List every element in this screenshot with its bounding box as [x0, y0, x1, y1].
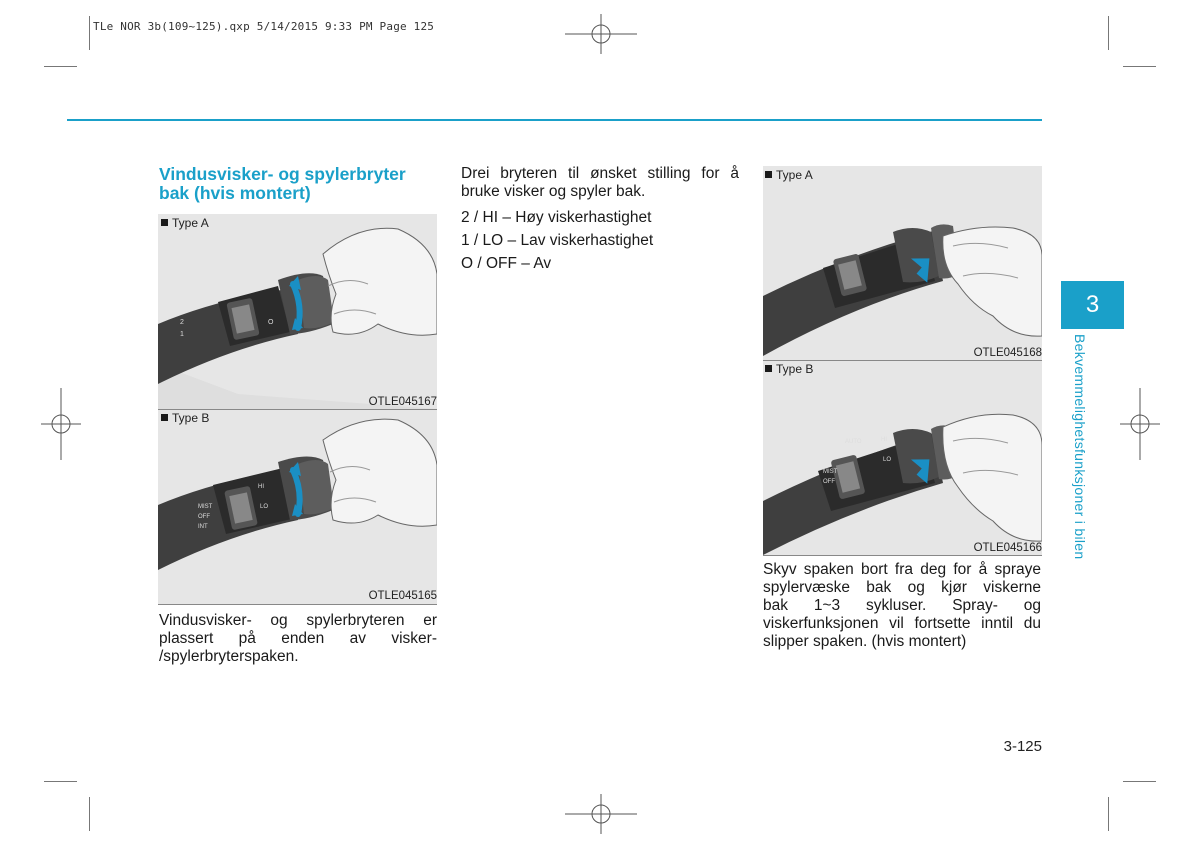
crop-mark [44, 66, 77, 67]
wiper-stalk-illustration [158, 214, 437, 409]
figure-label-text: Type B [776, 362, 814, 376]
print-slug: TLe NOR 3b(109~125).qxp 5/14/2015 9:33 PM Page 125 [93, 20, 435, 33]
svg-text:OFF: OFF [198, 514, 210, 520]
figure-label-text: Type A [172, 216, 209, 230]
chapter-title: Bekvemmelighetsfunksjoner i bilen [1072, 334, 1088, 560]
left-paragraph [159, 612, 437, 648]
figure-code: OTLE045167 [368, 396, 437, 408]
crop-mark [1108, 16, 1109, 50]
crop-mark [1108, 797, 1109, 831]
figure-code: OTLE045165 [368, 590, 437, 602]
section-heading-line: Vindusvisker- og spylerbryter [159, 164, 406, 184]
figure-label-text: Type A [776, 168, 813, 182]
svg-text:O: O [268, 319, 274, 326]
figure-wiper-switch-type-b [158, 410, 437, 604]
svg-text:AUTO: AUTO [845, 439, 862, 445]
text-line: spylervæske bak og kjør viskerne [763, 579, 1041, 596]
figure-washer-push-type-b [763, 361, 1042, 555]
figure-label [765, 362, 813, 376]
figure-label-text: Type B [172, 411, 210, 425]
figure-label [161, 411, 209, 425]
registration-mark-icon [565, 794, 637, 834]
wiper-stalk-push-illustration [763, 166, 1042, 360]
svg-text:MIST: MIST [198, 504, 213, 510]
svg-text:HI: HI [258, 484, 264, 490]
svg-text:LO: LO [883, 457, 892, 463]
text-line: bak 1~3 sykluser. Spray- og [763, 597, 1041, 614]
wiper-stalk-push-illustration [763, 361, 1042, 555]
text-line: Skyv spaken bort fra deg for å spraye [763, 561, 1041, 578]
svg-text:MIST: MIST [823, 469, 838, 475]
text-line: viskerfunksjonen vil fortsette inntil du [763, 615, 1041, 632]
figure-code: OTLE045168 [973, 347, 1042, 359]
chapter-number-tab: 3 [1061, 281, 1124, 329]
figure-wiper-switch-type-a [158, 214, 437, 409]
header-rule [67, 119, 1042, 121]
text-line: bruke visker og spyler bak. [461, 183, 646, 200]
crop-mark [44, 781, 77, 782]
svg-text:INT: INT [198, 524, 208, 530]
registration-mark-icon [41, 388, 81, 460]
crop-mark [89, 16, 90, 50]
registration-mark-icon [1120, 388, 1160, 460]
wiper-stalk-illustration [158, 410, 437, 604]
left-paragraph-end [159, 648, 437, 666]
text-line: /spylerbryterspaken. [159, 648, 299, 665]
svg-text:2: 2 [180, 319, 184, 326]
right-paragraph-end [763, 633, 1041, 651]
page-number: 3-125 [1003, 738, 1042, 755]
wiper-speed-list [461, 206, 739, 275]
figure-washer-push-type-a [763, 166, 1042, 360]
svg-text:1: 1 [180, 331, 184, 338]
section-heading [159, 165, 439, 203]
svg-text:HI: HI [881, 437, 887, 443]
list-item: O / OFF – Av [461, 255, 552, 272]
middle-intro-end [461, 183, 739, 201]
text-line: Vindusvisker- og spylerbryteren er [159, 612, 437, 629]
text-line: plassert på enden av visker- [159, 630, 437, 647]
middle-intro [461, 165, 739, 183]
right-paragraph [763, 561, 1041, 633]
list-item: 1 / LO – Lav viskerhastighet [461, 232, 654, 249]
registration-mark-icon [565, 14, 637, 54]
list-item: 2 / HI – Høy viskerhastighet [461, 209, 652, 226]
svg-text:LO: LO [260, 504, 269, 510]
figure-code: OTLE045166 [973, 542, 1042, 554]
text-line: slipper spaken. (hvis montert) [763, 633, 967, 650]
section-heading-line: bak (hvis montert) [159, 183, 311, 203]
text-line: Drei bryteren til ønsket stilling for å [461, 165, 739, 182]
crop-mark [1123, 781, 1156, 782]
figure-divider [763, 555, 1042, 556]
figure-label [161, 216, 209, 230]
figure-label [765, 168, 813, 182]
figure-divider [158, 604, 437, 605]
crop-mark [89, 797, 90, 831]
svg-text:OFF: OFF [823, 479, 835, 485]
crop-mark [1123, 66, 1156, 67]
